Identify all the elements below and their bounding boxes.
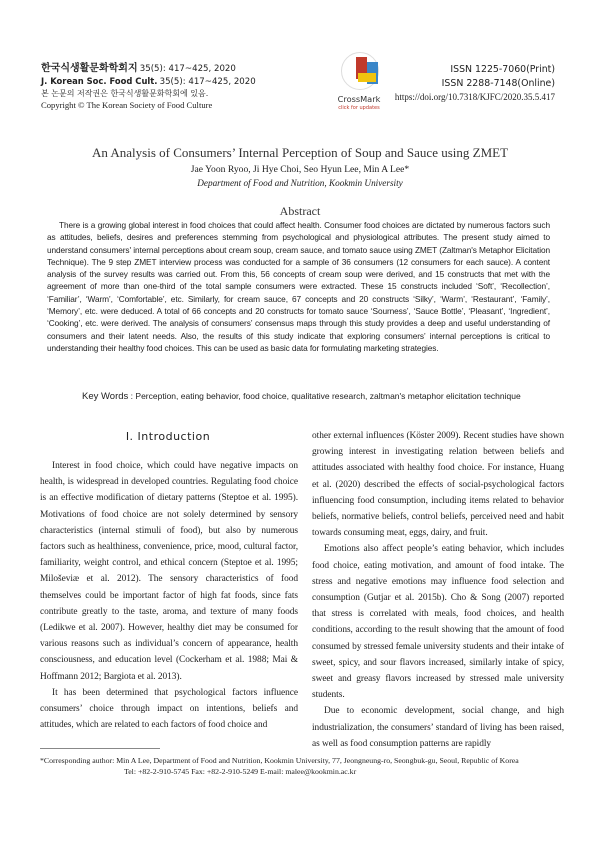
copyright-korean: 본 논문의 저작권은 한국식생활문화학회에 있음. [41, 89, 209, 99]
keywords-list: : Perception, eating behavior, food choice, qualitative research, zaltman's metaphor elicitation technique [130, 391, 521, 401]
copyright-english: Copyright © The Korean Society of Food Culture [41, 99, 213, 110]
journal-korean-line [41, 63, 256, 76]
abstract-text: There is a growing global interest in food choices that could affect health. Consumer food choices are dictated by numerous factors such as attitudes, beliefs, desires and preferences stemming from psychological and physiological attributes. The present study aimed to understand consumers' internal perceptions about cream soup, cream sauce, and tomato sauce using ZMET (Zaltman's Metaphor Elicitation Technique). The 9 step ZMET interview process was conducted for a sample of 36 consumers (12 consumers for each sauce). A content analysis of the survey results was carried out. From this, 56 concepts of cream soup were derived, and 15 constructs that met with the agreement of more than one-third of the total sample consumers were extracted. These 15 constructs included ‘Soft’, ‘Recollection’, ‘Familiar’, ‘Warm’, ‘Comfortable’, etc. Similarly, for cream sauce, 67 concepts and 20 constructs ‘Silky’, ‘Warm’, ‘Restaurant’, ‘Family’, ‘Memory’, etc. were deduced. A total of 66 concepts and 20 constructs for tomato sauce ‘Sourness’, ‘Sauce Bottle’, ‘Pleasant’, ‘Ingredient’, ‘Cooking’, etc. were derived. The analysis of consumers’ consensus maps through this study provides a deep and useful understanding of consumers and their latent needs. Also, the results of this study indicate that exploring consumers’ internal perceptions is critical to understanding their healthy food choices. This can be used as basic data for formulating marketing strategies. [47, 220, 550, 353]
footnote [40, 756, 519, 777]
article-authors: Jae Yoon Ryoo, Ji Hye Choi, Seo Hyun Lee, Min A Lee* [190, 164, 410, 175]
article-title: An Analysis of Consumers’ Internal Perception of Soup and Sauce using ZMET [91, 145, 509, 160]
crossmark-label: CrossMark [337, 94, 381, 104]
footnote-line-1: *Corresponding author: Min A Lee, Department of Food and Nutrition, Kookmin University, 77, Jeongneung-ro, Seongbuk-gu, Seoul, Republic of Korea [40, 756, 519, 765]
issn-print: ISSN 1225-7060(Print) [450, 64, 555, 75]
footnote-divider [40, 748, 160, 749]
right-column [312, 428, 564, 752]
journal-header [41, 63, 256, 111]
paragraph: It has been determined that psychological factors influence consumers’ choice through impact on intentions, beliefs and attitudes, which are related to each factors of food choice and [40, 687, 298, 731]
journal-english-volume: 35(5): 417~425, 2020 [159, 76, 256, 87]
journal-korean-name: 한국식생활문화학회지 [41, 63, 138, 74]
keywords-label: Key Words [82, 391, 129, 402]
doi-link[interactable]: https://doi.org/10.7318/KJFC/2020.35.5.417 [394, 92, 555, 102]
keywords [82, 391, 521, 402]
journal-english-name: J. Korean Soc. Food Cult. [41, 75, 158, 86]
crossmark-sublabel: click for updates [338, 105, 380, 111]
section-title: I. Introduction [125, 430, 211, 443]
issn-block [395, 63, 555, 104]
journal-korean-volume: 35(5): 417~425, 2020 [139, 64, 236, 74]
left-column [40, 458, 298, 733]
abstract-heading: Abstract [279, 204, 321, 218]
article-affiliation: Department of Food and Nutrition, Kookmin University [197, 178, 403, 188]
crossmark-icon [341, 52, 379, 90]
footnote-line-2: Tel: +82-2-910-5745 Fax: +82-2-910-5249 E-mail: malee@kookmin.ac.kr [124, 766, 357, 776]
issn-online: ISSN 2288-7148(Online) [441, 78, 555, 89]
paragraph: Interest in food choice, which could have negative impacts on health, is widespread in developed countries. Regulating food choice is an effective modification of dietary patterns (Steptoe et al. 1995). Motivations of food choice are not solely determined by sensory characteristics (internal stimuli of food), but also by numerous factors such as healthiness, convenience, price, mood, cultural factor, familiarity, weight control, and ethical concern (Steptoe et al. 1995; Miloševiæ et al. 2012). The sensory characteristics of food themselves could be important factor of high fat foods, since fats contribute greatly to the taste, aroma, and texture of many foods (Ledikwe et al. 2007). However, healthy diet may be consumed for various reasons such as individual’s concern of appearance, health consciousness, and education level (Cockerham et al. 1988; Mai & Hoffmann 2012; Bargiota et al. 2013). [40, 461, 298, 682]
journal-english-line [41, 76, 256, 89]
paragraph: Emotions also affect people’s eating behavior, which includes food choice, eating motivation, and amount of food intake. The stress and negative emotions may influence food selection and consumption (Gutjar et al. 2015b). Cho & Song (2007) reported that stress is correlated with meals, food choices, and health conditions, according to the result showing that the amount of food consumed by stressed female university students and their intake of sweet, spicy, and sour flavors increased, similarly intake of spicy, sweet and greasy flavors increased by stressed male university students. [312, 544, 564, 701]
paragraph: other external influences (Köster 2009). Recent studies have shown growing interest in investigating relation between beliefs and attitudes associated with healthy food choice. For instance, Huang et al. (2020) described the effects of social-psychological factors influencing food consumption, including items related to behavior beliefs, normative beliefs, control beliefs, perceived need and habit towards consuming meat, eggs, dairy, and fruit. [312, 431, 564, 539]
crossmark-badge[interactable] [333, 52, 385, 124]
paragraph: Due to economic development, social change, and high industrialization, the consumers’ standard of living has been raised, as well as food consumption patterns are rapidly [312, 706, 564, 749]
